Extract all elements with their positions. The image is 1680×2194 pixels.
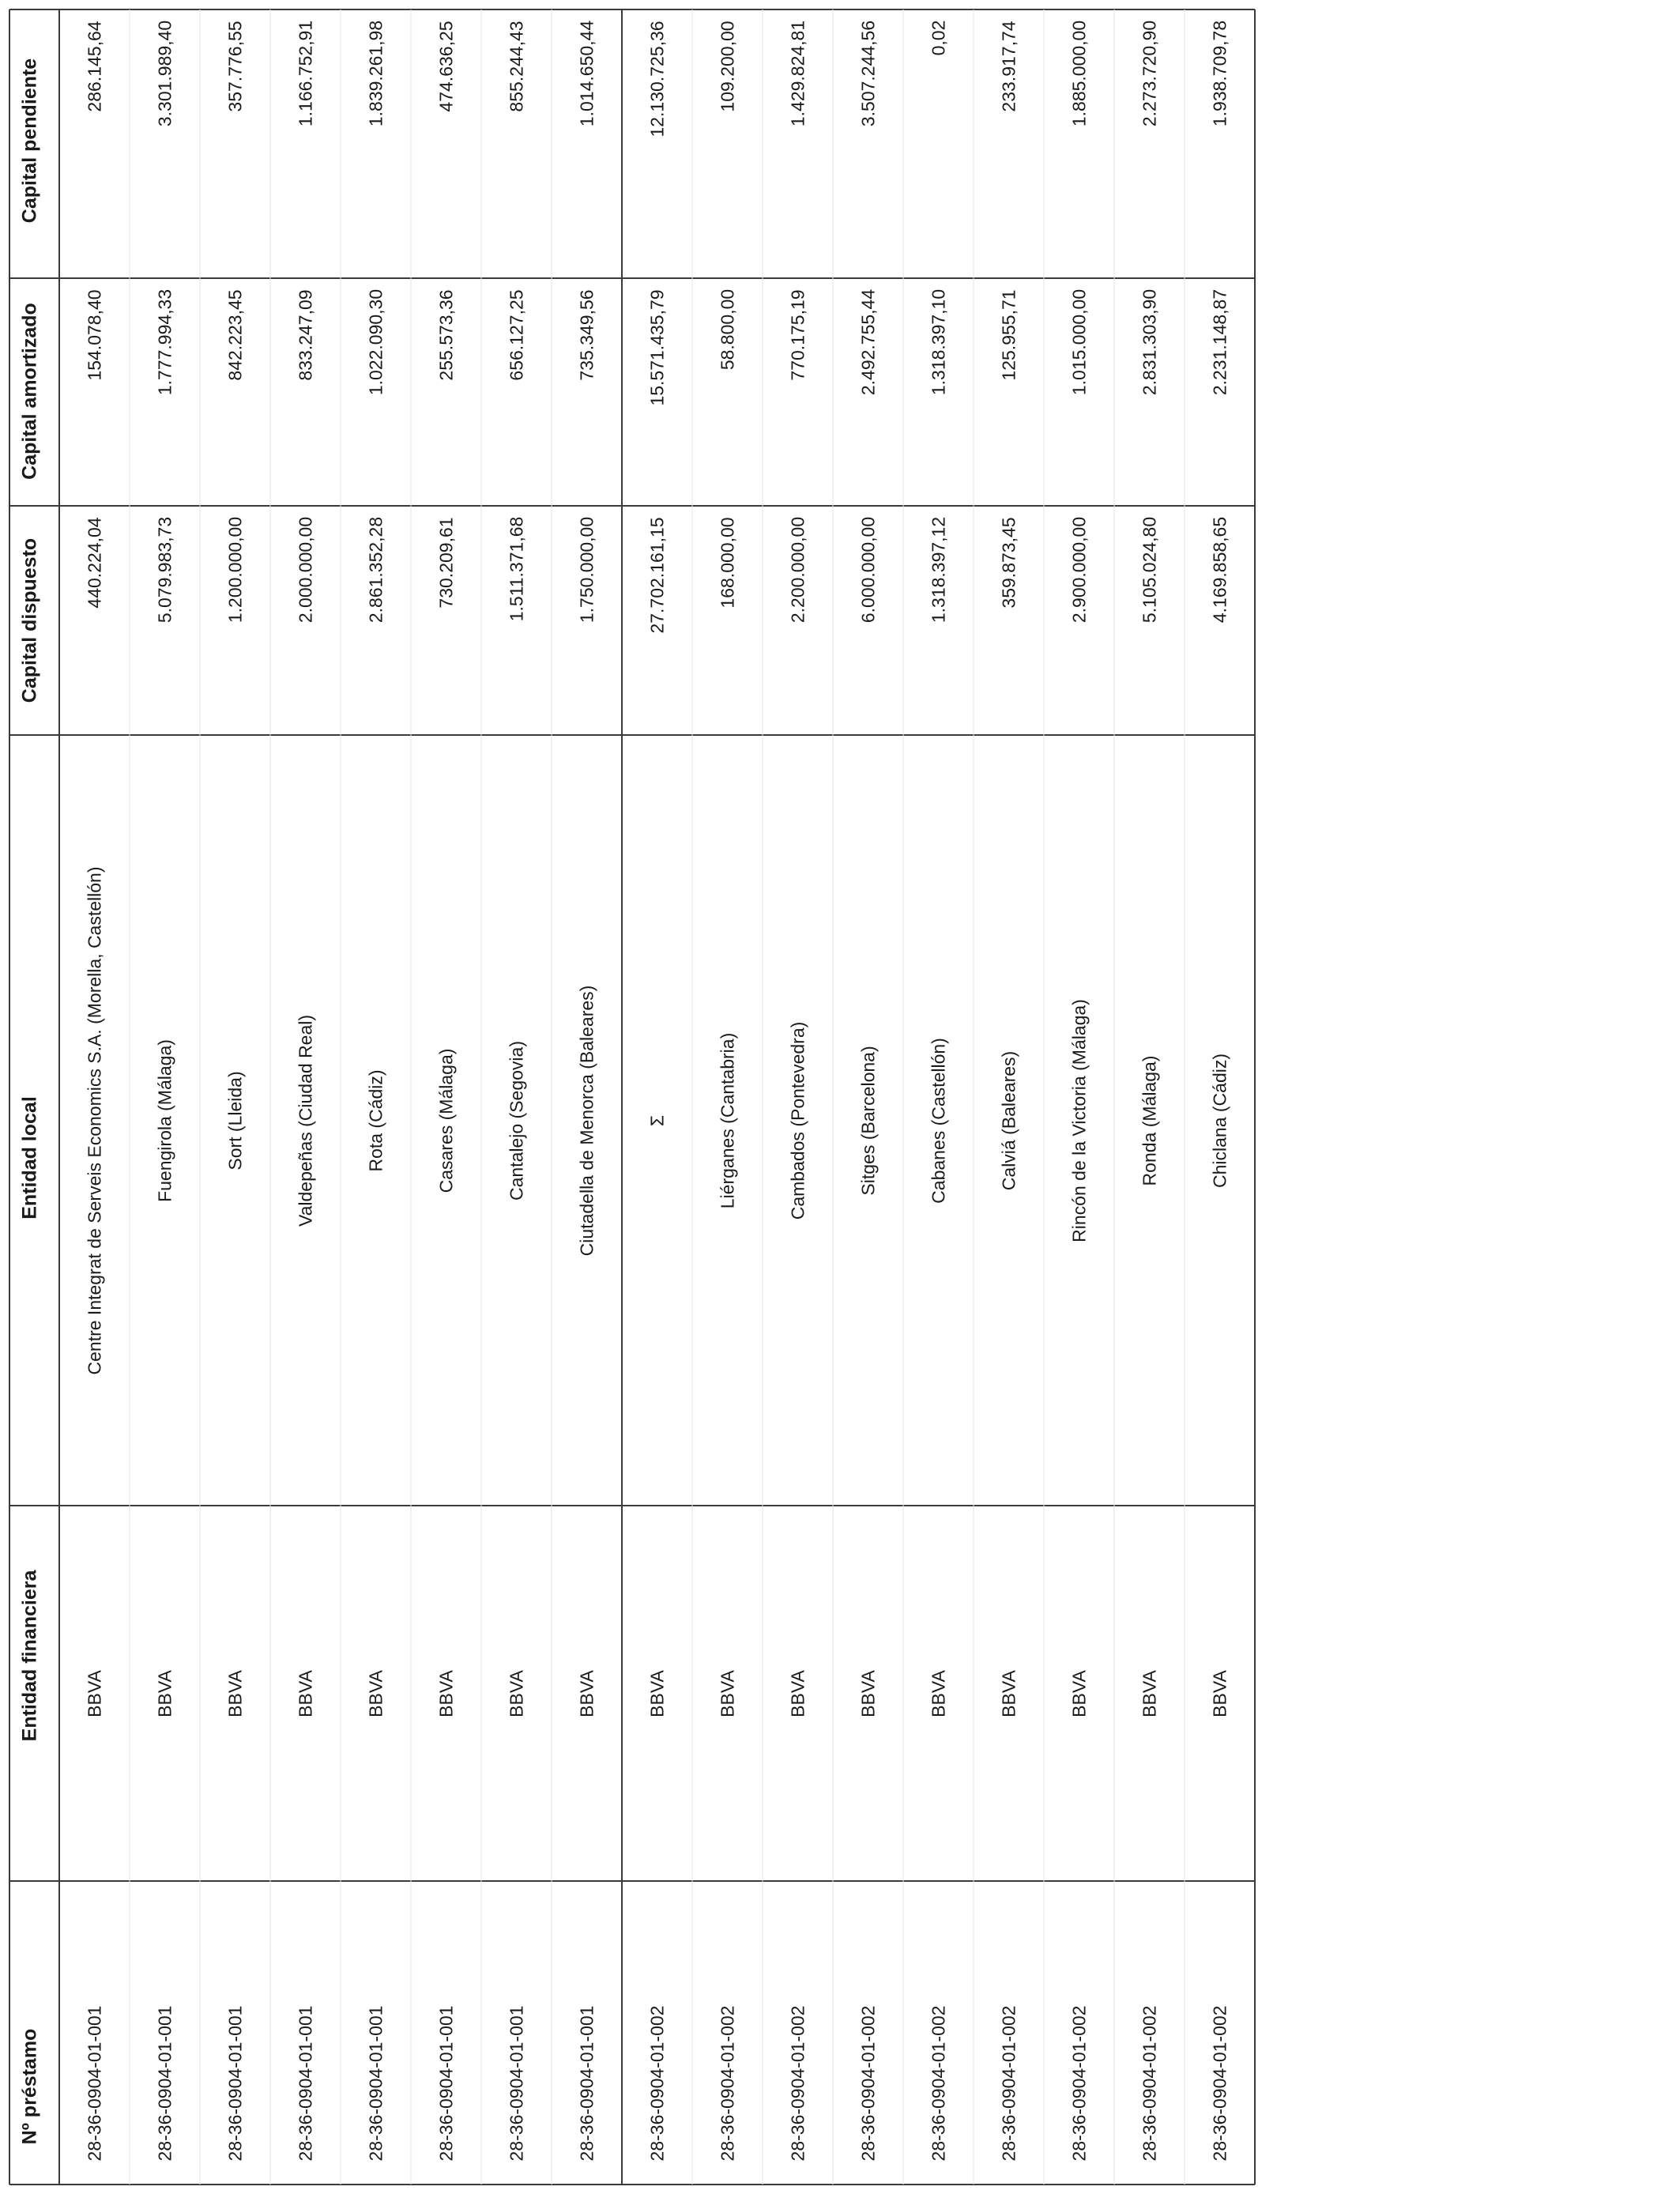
cell-entidad-financiera: BBVA bbox=[506, 1669, 526, 1717]
cell-capital-dispuesto: 4.169.858,65 bbox=[1209, 516, 1230, 624]
cell-entidad-local: Rincón de la Victoria (Málaga) bbox=[1068, 998, 1089, 1242]
cell-prestamo: 28-36-0904-01-001 bbox=[154, 2005, 175, 2161]
cell-capital-dispuesto: 168.000,00 bbox=[717, 517, 737, 609]
cell-capital-pendiente: 3.507.244,56 bbox=[857, 20, 878, 127]
cell-entidad-financiera: BBVA bbox=[295, 1669, 315, 1717]
cell-prestamo: 28-36-0904-01-001 bbox=[365, 2005, 386, 2161]
cell-entidad-local: Valdepeñas (Ciudad Real) bbox=[295, 1014, 315, 1227]
cell-entidad-financiera: BBVA bbox=[224, 1669, 245, 1717]
cell-capital-dispuesto: 1.318.397,12 bbox=[928, 516, 948, 624]
cell-capital-amortizado: 2.831.303,90 bbox=[1139, 288, 1159, 396]
cell-entidad-local: Ronda (Málaga) bbox=[1139, 1055, 1159, 1186]
cell-prestamo: 28-36-0904-01-001 bbox=[435, 2005, 456, 2161]
cell-entidad-financiera: BBVA bbox=[646, 1669, 667, 1717]
cell-prestamo: 28-36-0904-01-002 bbox=[1068, 2005, 1089, 2161]
cell-capital-pendiente: 1.938.709,78 bbox=[1209, 20, 1230, 127]
cell-capital-amortizado: 15.571.435,79 bbox=[646, 289, 667, 406]
cell-capital-pendiente: 357.776,55 bbox=[224, 21, 245, 112]
cell-capital-amortizado: 1.318.397,10 bbox=[928, 288, 948, 396]
cell-entidad-local: Centre Integrat de Serveis Economics S.A. (Morella, Castellón) bbox=[84, 866, 104, 1374]
cell-capital-dispuesto: 440.224,04 bbox=[84, 517, 104, 609]
cell-prestamo: 28-36-0904-01-002 bbox=[787, 2005, 808, 2161]
cell-capital-dispuesto: 2.200.000,00 bbox=[787, 516, 808, 624]
cell-prestamo: 28-36-0904-01-002 bbox=[1209, 2005, 1230, 2161]
cell-capital-dispuesto: 2.861.352,28 bbox=[365, 516, 386, 624]
header-capital-pendiente: Capital pendiente bbox=[18, 58, 41, 224]
cell-capital-pendiente: 1.429.824,81 bbox=[787, 20, 808, 127]
cell-capital-amortizado: 1.015.000,00 bbox=[1068, 288, 1089, 396]
cell-entidad-financiera: BBVA bbox=[998, 1669, 1019, 1717]
cell-capital-pendiente: 1.014.650,44 bbox=[576, 20, 597, 127]
cell-capital-dispuesto: 1.750.000,00 bbox=[576, 516, 597, 624]
cell-entidad-local: Chiclana (Cádiz) bbox=[1209, 1053, 1230, 1188]
cell-prestamo: 28-36-0904-01-002 bbox=[928, 2005, 948, 2161]
cell-capital-amortizado: 154.078,40 bbox=[84, 289, 104, 381]
cell-capital-dispuesto: 6.000.000,00 bbox=[857, 516, 878, 624]
cell-entidad-local: Sort (Lleida) bbox=[224, 1070, 245, 1171]
cell-entidad-financiera: BBVA bbox=[928, 1669, 948, 1717]
header-capital-dispuesto: Capital dispuesto bbox=[18, 537, 41, 703]
cell-capital-amortizado: 770.175,19 bbox=[787, 289, 808, 381]
cell-capital-pendiente: 855.244,43 bbox=[506, 21, 526, 112]
header-capital-amortizado: Capital amortizado bbox=[18, 303, 41, 480]
cell-entidad-financiera: BBVA bbox=[787, 1669, 808, 1717]
cell-prestamo: 28-36-0904-01-002 bbox=[857, 2005, 878, 2161]
cell-entidad-local: Cabanes (Castellón) bbox=[928, 1037, 948, 1204]
cell-capital-amortizado: 842.223,45 bbox=[224, 289, 245, 381]
cell-capital-dispuesto: 1.200.000,00 bbox=[224, 516, 245, 624]
cell-capital-pendiente: 12.130.725,36 bbox=[646, 21, 667, 138]
cell-capital-amortizado: 2.492.755,44 bbox=[857, 288, 878, 396]
cell-entidad-financiera: BBVA bbox=[1139, 1669, 1159, 1717]
cell-entidad-financiera: BBVA bbox=[576, 1669, 597, 1717]
cell-prestamo: 28-36-0904-01-002 bbox=[1139, 2005, 1159, 2161]
cell-entidad-local: Rota (Cádiz) bbox=[365, 1069, 386, 1172]
cell-capital-dispuesto: 359.873,45 bbox=[998, 517, 1019, 609]
cell-capital-pendiente: 233.917,74 bbox=[998, 21, 1019, 112]
header-prestamo: Nº préstamo bbox=[18, 2028, 41, 2145]
cell-entidad-local: Σ bbox=[646, 1114, 667, 1126]
cell-capital-amortizado: 735.349,56 bbox=[576, 289, 597, 381]
cell-entidad-financiera: BBVA bbox=[1209, 1669, 1230, 1717]
cell-entidad-financiera: BBVA bbox=[717, 1669, 737, 1717]
cell-prestamo: 28-36-0904-01-001 bbox=[84, 2005, 104, 2161]
cell-capital-amortizado: 2.231.148,87 bbox=[1209, 288, 1230, 396]
cell-capital-pendiente: 109.200,00 bbox=[717, 21, 737, 112]
cell-entidad-financiera: BBVA bbox=[435, 1669, 456, 1717]
cell-capital-amortizado: 1.022.090,30 bbox=[365, 288, 386, 396]
cell-capital-dispuesto: 5.079.983,73 bbox=[154, 516, 175, 624]
cell-prestamo: 28-36-0904-01-001 bbox=[295, 2005, 315, 2161]
cell-prestamo: 28-36-0904-01-001 bbox=[576, 2005, 597, 2161]
cell-prestamo: 28-36-0904-01-002 bbox=[646, 2005, 667, 2161]
cell-capital-amortizado: 255.573,36 bbox=[435, 289, 456, 381]
cell-capital-amortizado: 125.955,71 bbox=[998, 289, 1019, 381]
cell-capital-pendiente: 3.301.989,40 bbox=[154, 20, 175, 127]
cell-capital-pendiente: 2.273.720,90 bbox=[1139, 20, 1159, 127]
cell-capital-pendiente: 0,02 bbox=[928, 20, 948, 56]
cell-prestamo: 28-36-0904-01-002 bbox=[717, 2005, 737, 2161]
cell-entidad-local: Fuengirola (Málaga) bbox=[154, 1039, 175, 1202]
cell-capital-pendiente: 1.839.261,98 bbox=[365, 20, 386, 127]
cell-capital-pendiente: 1.166.752,91 bbox=[295, 20, 315, 127]
header-entidad-financiera: Entidad financiera bbox=[18, 1570, 41, 1742]
cell-entidad-local: Sitges (Barcelona) bbox=[857, 1045, 878, 1196]
cell-capital-amortizado: 656.127,25 bbox=[506, 289, 526, 381]
cell-entidad-local: Ciutadella de Menorca (Baleares) bbox=[576, 985, 597, 1256]
cell-capital-pendiente: 474.636,25 bbox=[435, 21, 456, 112]
cell-capital-dispuesto: 27.702.161,15 bbox=[646, 517, 667, 634]
cell-capital-amortizado: 58.800,00 bbox=[717, 288, 737, 371]
cell-entidad-local: Cambados (Pontevedra) bbox=[787, 1021, 808, 1220]
cell-entidad-local: Casares (Málaga) bbox=[435, 1048, 456, 1193]
cell-capital-dispuesto: 730.209,61 bbox=[435, 517, 456, 609]
cell-entidad-financiera: BBVA bbox=[1068, 1669, 1089, 1717]
cell-capital-amortizado: 1.777.994,33 bbox=[154, 288, 175, 396]
cell-capital-pendiente: 286.145,64 bbox=[84, 21, 104, 112]
cell-prestamo: 28-36-0904-01-001 bbox=[224, 2005, 245, 2161]
cell-prestamo: 28-36-0904-01-001 bbox=[506, 2005, 526, 2161]
cell-prestamo: 28-36-0904-01-002 bbox=[998, 2005, 1019, 2161]
cell-capital-dispuesto: 5.105.024,80 bbox=[1139, 516, 1159, 624]
cell-entidad-financiera: BBVA bbox=[857, 1669, 878, 1717]
cell-entidad-local: Calviá (Baleares) bbox=[998, 1050, 1019, 1190]
cell-entidad-financiera: BBVA bbox=[365, 1669, 386, 1717]
cell-entidad-financiera: BBVA bbox=[154, 1669, 175, 1717]
cell-capital-amortizado: 833.247,09 bbox=[295, 289, 315, 381]
cell-entidad-local: Liérganes (Cantabria) bbox=[717, 1032, 737, 1208]
cell-capital-dispuesto: 1.511.371,68 bbox=[506, 517, 526, 622]
header-entidad-local: Entidad local bbox=[18, 1096, 41, 1220]
cell-entidad-local: Cantalejo (Segovia) bbox=[506, 1040, 526, 1201]
cell-entidad-financiera: BBVA bbox=[84, 1669, 104, 1717]
cell-capital-dispuesto: 2.000.000,00 bbox=[295, 516, 315, 624]
cell-capital-pendiente: 1.885.000,00 bbox=[1068, 20, 1089, 127]
cell-capital-dispuesto: 2.900.000,00 bbox=[1068, 516, 1089, 624]
